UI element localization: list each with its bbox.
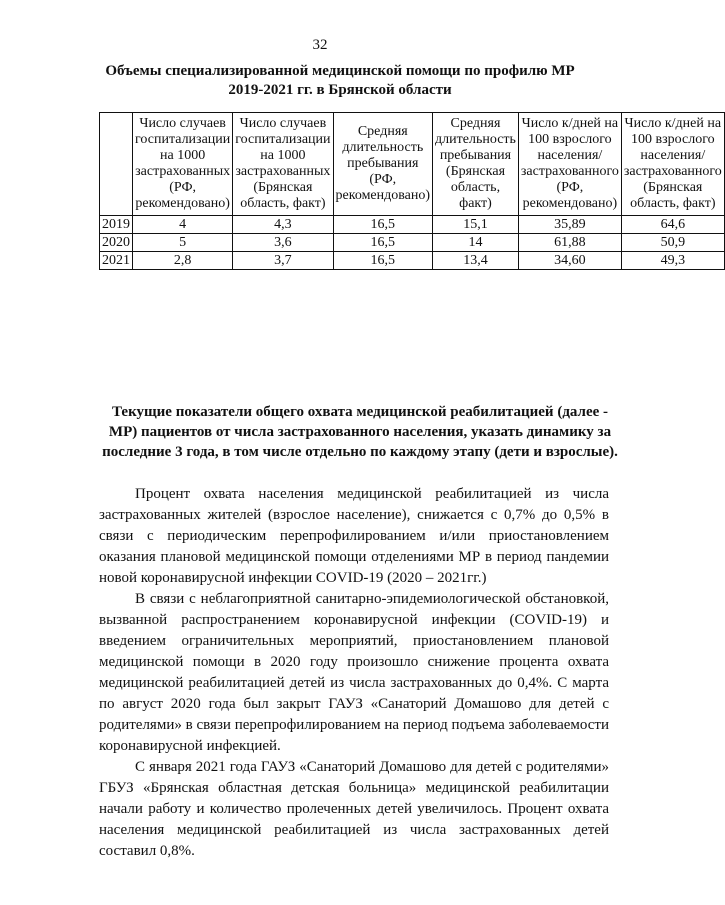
table-cell: 2021 bbox=[100, 252, 133, 270]
paragraph: В связи с неблагоприятной санитарно-эпидемиологической обстановкой, вызванной распространением коронавирусной инфекции (COVID-19) и введением ограничительных мероприятий, приостановлением плановой медицинской помощи в 2020 году произошло снижение процента охвата медицинской реабилитацией детей из числа застрахованных до 0,4%. С марта по август 2020 года был закрыт ГАУЗ «Санаторий Домашово для детей с родителями» в связи перепрофилированием на период подъема заболеваемости коронавирусной инфекцией. bbox=[99, 591, 609, 754]
title-line-1: Объемы специализированной медицинской помощи по профилю МР bbox=[105, 63, 575, 79]
page-number: 32 bbox=[312, 37, 328, 53]
table-cell: 49,3 bbox=[621, 252, 724, 270]
table-cell: 2019 bbox=[100, 216, 133, 234]
table-header-cell: Средняя длительность пребывания (Брянская область, факт) bbox=[433, 113, 519, 216]
hospitalization-table bbox=[99, 112, 725, 270]
paragraph: Процент охвата населения медицинской реабилитацией из числа застрахованных жителей (взрослое население), снижается с 0,7% до 0,5% в связи с периодическим перепрофилированием и/или приостановлением оказания плановой медицинской помощи отделениями МР в период пандемии новой коронавирусной инфекции COVID-19 (2020 – 2021гг.) bbox=[99, 486, 609, 586]
table-row bbox=[100, 252, 725, 270]
table-cell: 16,5 bbox=[333, 216, 433, 234]
table-cell: 13,4 bbox=[433, 252, 519, 270]
page-title bbox=[60, 62, 620, 100]
table-cell: 61,88 bbox=[518, 234, 621, 252]
table-header-row bbox=[100, 113, 725, 216]
table-cell: 2020 bbox=[100, 234, 133, 252]
table-cell: 34,60 bbox=[518, 252, 621, 270]
table-header-cell: Число случаев госпитализации на 1000 застрахованных (РФ, рекомендовано) bbox=[133, 113, 233, 216]
table-cell: 4,3 bbox=[233, 216, 333, 234]
table-cell: 5 bbox=[133, 234, 233, 252]
table-cell: 4 bbox=[133, 216, 233, 234]
paragraph: С января 2021 года ГАУЗ «Санаторий Домашово для детей с родителями» ГБУЗ «Брянская областная детская больница» медицинской реабилитации начали работу и количество пролеченных детей увеличилось. Процент охвата населения медицинской реабилитацией из числа застрахованных детей составил 0,8%. bbox=[99, 759, 609, 859]
table-cell: 15,1 bbox=[433, 216, 519, 234]
table-cell: 2,8 bbox=[133, 252, 233, 270]
table-cell: 3,6 bbox=[233, 234, 333, 252]
table-row bbox=[100, 216, 725, 234]
table-header-cell: Средняя длительность пребывания (РФ, рекомендовано) bbox=[333, 113, 433, 216]
table-header-cell: Число к/дней на 100 взрослого населения/застрахованного (Брянская область, факт) bbox=[621, 113, 724, 216]
table-header-cell: Число случаев госпитализации на 1000 застрахованных (Брянская область, факт) bbox=[233, 113, 333, 216]
table-cell: 50,9 bbox=[621, 234, 724, 252]
table-header-cell bbox=[100, 113, 133, 216]
table-row bbox=[100, 234, 725, 252]
table-cell: 16,5 bbox=[333, 252, 433, 270]
table-cell: 14 bbox=[433, 234, 519, 252]
table-header-cell: Число к/дней на 100 взрослого населения/застрахованного (РФ, рекомендовано) bbox=[518, 113, 621, 216]
table-cell: 16,5 bbox=[333, 234, 433, 252]
title-line-2: 2019-2021 гг. в Брянской области bbox=[228, 82, 452, 98]
table-cell: 64,6 bbox=[621, 216, 724, 234]
table-cell: 3,7 bbox=[233, 252, 333, 270]
section-heading: Текущие показатели общего охвата медицинской реабилитацией (далее - МР) пациентов от числа застрахованного населения, указать динамику за последние 3 года, в том числе отдельно по каждому этапу (дети и взрослые). bbox=[102, 404, 618, 460]
table-cell: 35,89 bbox=[518, 216, 621, 234]
body-text bbox=[99, 484, 609, 862]
